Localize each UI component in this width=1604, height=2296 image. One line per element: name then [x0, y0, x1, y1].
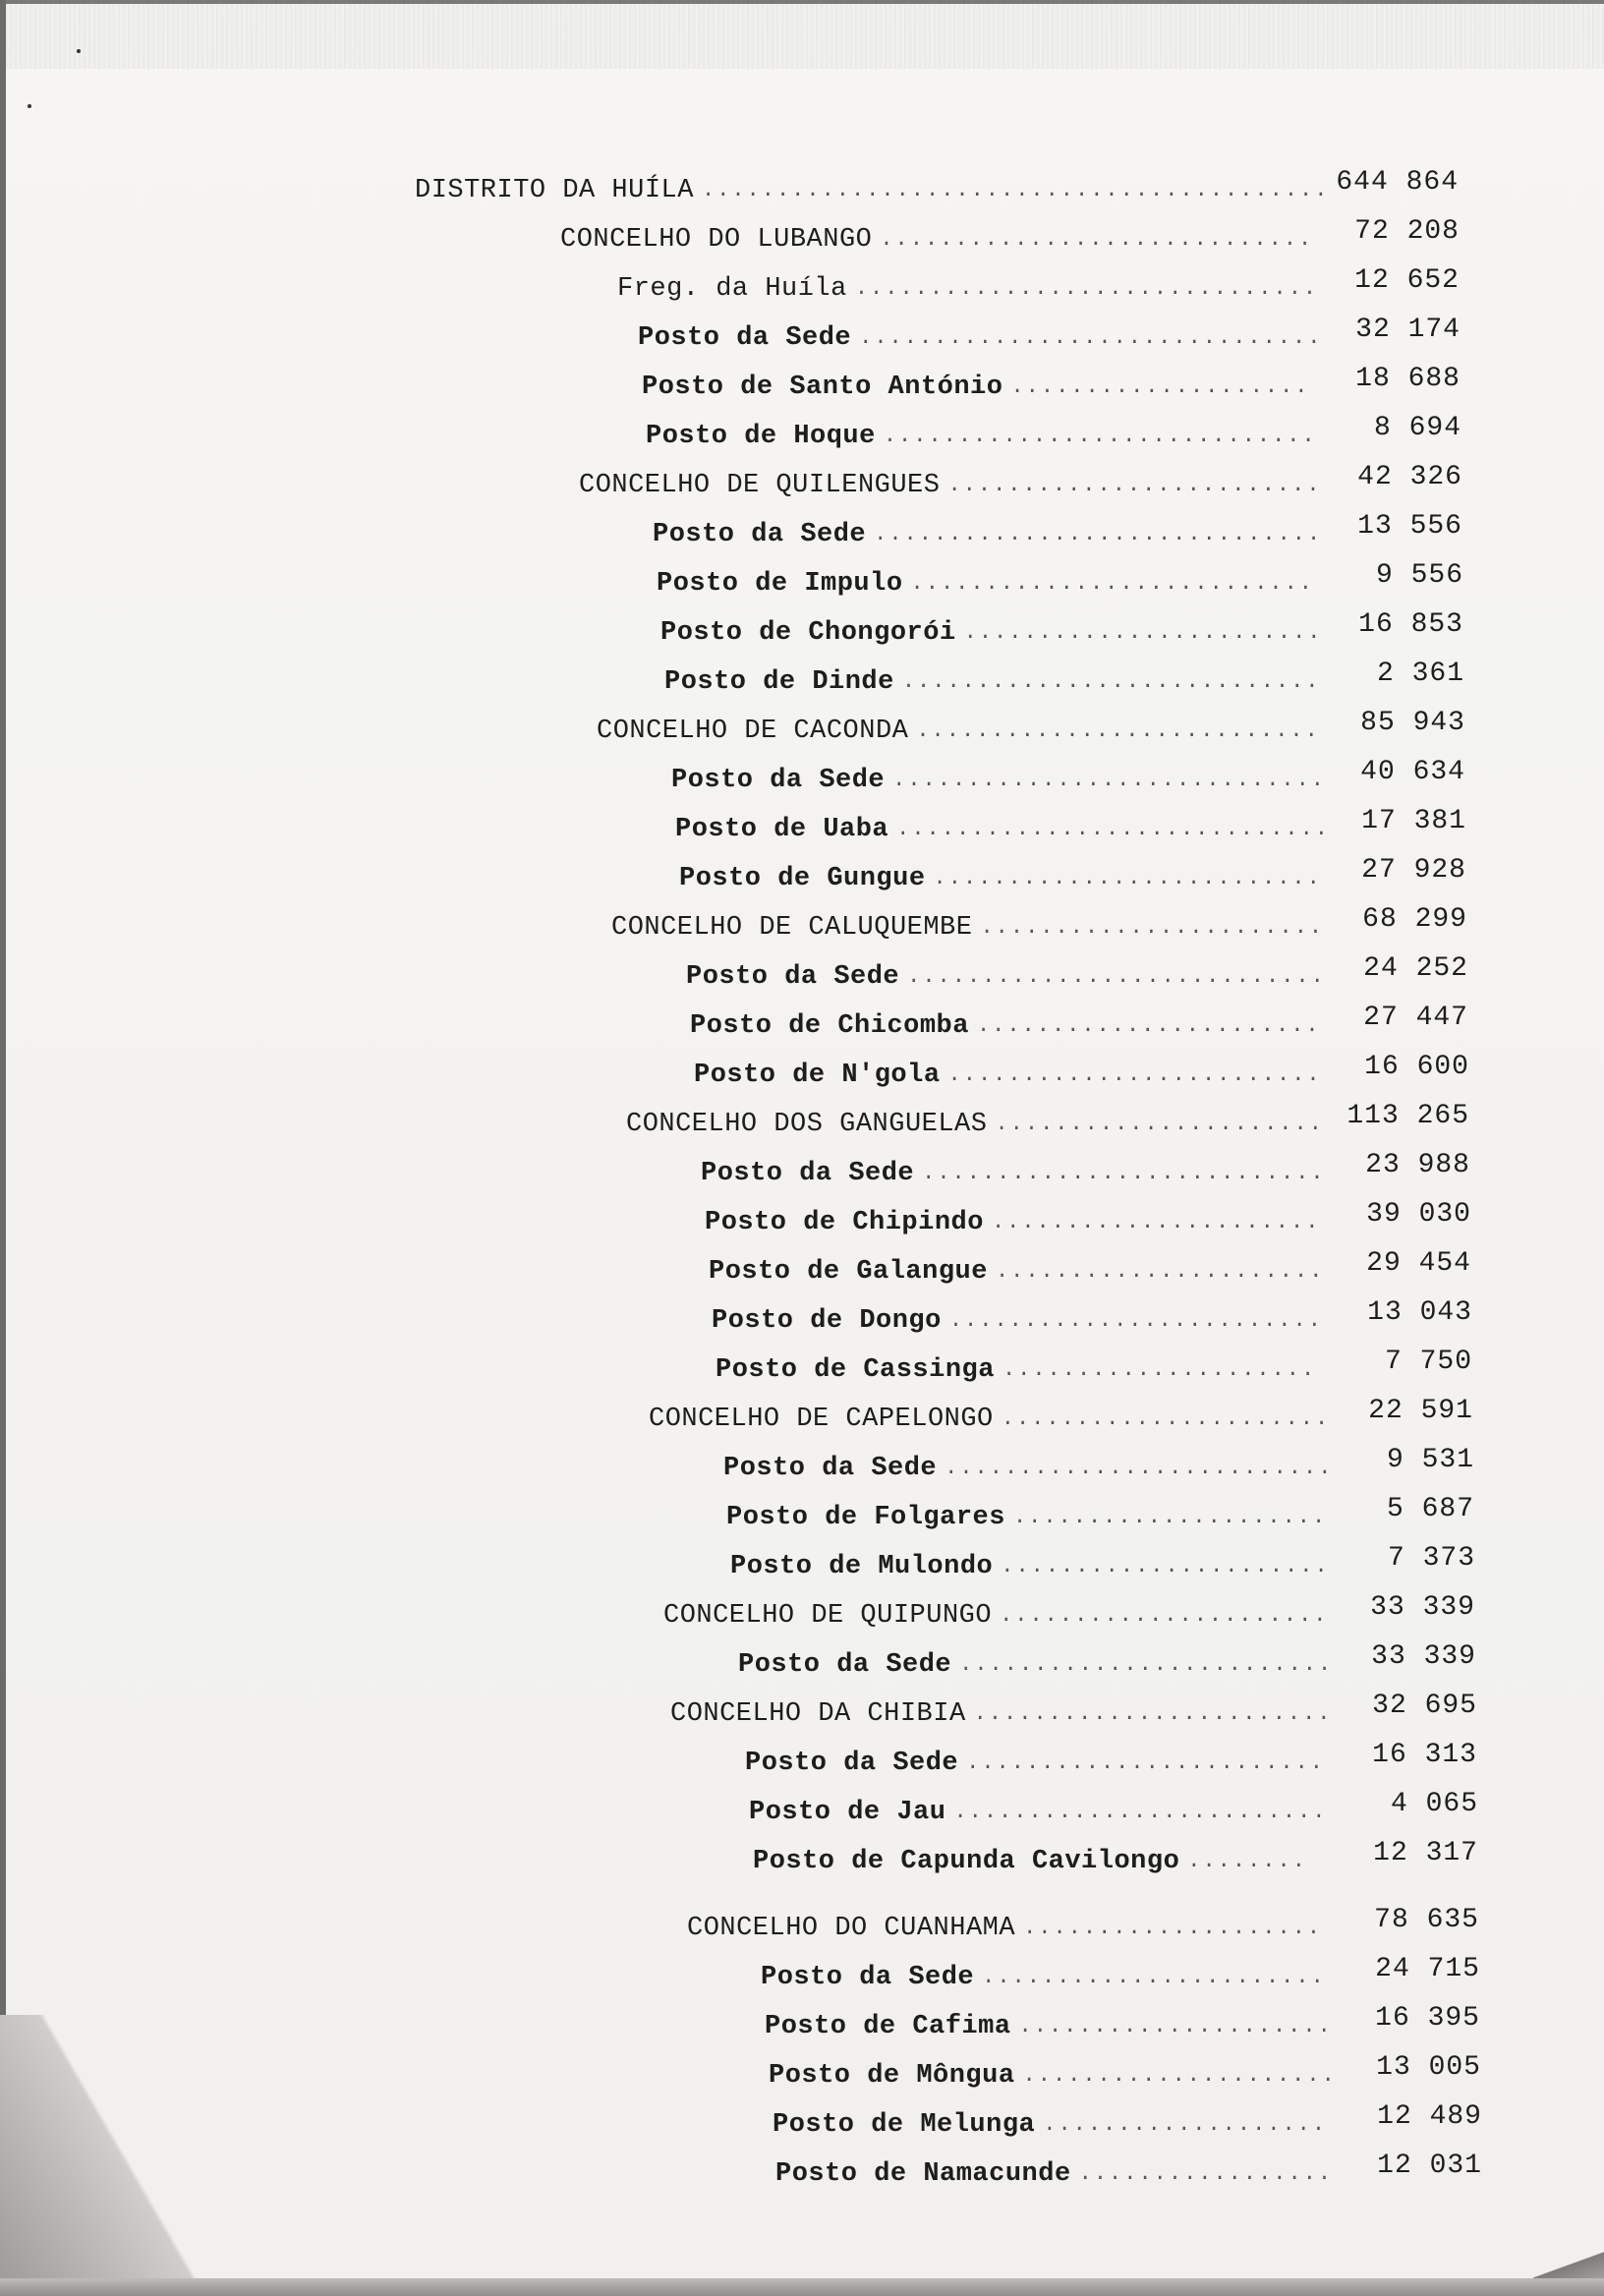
entry-label: Posto de Môngua	[769, 2061, 1015, 2091]
entry-label: Posto da Sede	[653, 520, 867, 549]
entry-value: 72 208	[1354, 216, 1460, 247]
entry-row	[679, 859, 1322, 898]
entry-label: CONCELHO DE CAPELONGO	[649, 1405, 994, 1434]
entry-value: 29 454	[1366, 1248, 1471, 1279]
entry-row	[670, 1694, 1333, 1734]
entry-label: Posto da Sede	[671, 766, 886, 795]
entry-value: 42 326	[1357, 462, 1462, 492]
leader-dots: .............................	[880, 227, 1314, 252]
entry-row	[765, 2007, 1333, 2046]
entry-row	[686, 957, 1326, 997]
entry-row	[626, 1105, 1324, 1144]
leader-dots: ..........................	[933, 866, 1322, 890]
entry-label: CONCELHO DO LUBANGO	[560, 225, 873, 255]
entry-value: 33 339	[1371, 1641, 1476, 1672]
entry-value: 12 317	[1373, 1838, 1478, 1868]
leader-dots: ....................	[1023, 1916, 1323, 1940]
entry-row	[653, 515, 1322, 554]
entry-row	[687, 1909, 1322, 1948]
entry-label: Posto de Mulondo	[730, 1552, 994, 1581]
leader-dots: .......................	[980, 915, 1325, 940]
entry-value: 33 339	[1370, 1592, 1475, 1623]
entry-value: 7 750	[1384, 1347, 1472, 1377]
entry-value: 13 556	[1357, 511, 1462, 542]
entry-value: 8 694	[1373, 413, 1461, 443]
entry-row	[709, 1252, 1324, 1292]
leader-dots: ............................	[901, 669, 1321, 694]
entry-label: Posto da Sede	[738, 1650, 952, 1680]
entry-value: 17 381	[1361, 806, 1466, 836]
entry-row	[745, 1744, 1325, 1783]
leader-dots: ........	[1187, 1849, 1307, 1873]
entry-label: Posto de Uaba	[675, 815, 889, 844]
entry-row	[730, 1547, 1330, 1586]
leader-dots: .......................	[982, 1965, 1326, 1989]
entry-label: Posto de Melunga	[773, 2110, 1036, 2140]
entry-value: 9 531	[1386, 1445, 1474, 1475]
leader-dots: ...........................	[910, 571, 1315, 596]
leader-dots: ........................	[966, 1751, 1325, 1775]
entry-label: Posto de Dongo	[712, 1306, 942, 1336]
entry-label: Freg. da Huíla	[617, 274, 847, 304]
leader-dots: ..........................	[945, 1456, 1334, 1480]
entry-label: CONCELHO DE QUIPUNGO	[663, 1601, 993, 1631]
leader-dots: ......................	[991, 1210, 1321, 1234]
entry-value: 16 600	[1364, 1052, 1469, 1082]
entry-row	[657, 564, 1314, 603]
leader-dots: ...........................	[922, 1161, 1326, 1185]
leader-dots: ......................	[995, 1259, 1325, 1284]
entry-value: 32 174	[1355, 315, 1461, 345]
entry-label: Posto de Santo António	[642, 373, 1003, 402]
entry-value: 13 005	[1376, 2052, 1481, 2083]
entry-row	[705, 1203, 1320, 1242]
entry-label: CONCELHO DA CHIBIA	[670, 1699, 966, 1729]
entry-row	[579, 466, 1322, 505]
entry-row	[663, 1596, 1329, 1636]
entry-value: 644 864	[1336, 167, 1459, 198]
leader-dots: .....................	[1012, 1505, 1328, 1529]
entry-label: Posto da Sede	[686, 962, 900, 992]
leader-dots: .................	[1078, 2161, 1334, 2186]
entry-row	[723, 1449, 1333, 1488]
entry-value: 85 943	[1360, 708, 1465, 738]
leader-dots: ...............................	[854, 276, 1319, 301]
entry-row	[773, 2105, 1327, 2145]
entry-row	[753, 1842, 1307, 1881]
entry-value: 12 031	[1377, 2151, 1482, 2181]
entry-label: CONCELHO DO CUANHAMA	[687, 1914, 1016, 1943]
leader-dots: .............................	[883, 424, 1317, 448]
entry-label: DISTRITO DA HUÍLA	[415, 176, 694, 205]
entry-label: Posto de N'gola	[694, 1061, 941, 1090]
entry-label: CONCELHO DE QUILENGUES	[579, 471, 941, 500]
entry-value: 24 252	[1363, 953, 1468, 984]
entry-row	[726, 1498, 1327, 1537]
entry-row	[617, 269, 1318, 309]
entry-row	[664, 662, 1321, 702]
entry-label: Posto da Sede	[638, 323, 852, 353]
entry-value: 16 313	[1372, 1740, 1477, 1770]
entry-row	[597, 712, 1320, 751]
leader-dots: .........................	[948, 1308, 1323, 1333]
entry-row	[690, 1006, 1321, 1046]
leader-dots: ......................	[995, 1112, 1324, 1136]
leader-dots: .......................	[976, 1013, 1321, 1038]
entry-label: Posto de Chipindo	[705, 1208, 984, 1237]
leader-dots: .........................	[953, 1800, 1328, 1824]
entry-value: 22 591	[1368, 1396, 1473, 1426]
entry-label: Posto de Galangue	[709, 1257, 988, 1287]
leader-dots: ......................	[1000, 1603, 1329, 1628]
entry-value: 12 652	[1354, 265, 1460, 296]
entry-value: 2 361	[1376, 659, 1464, 689]
leader-dots: .....................	[1022, 2063, 1337, 2088]
entry-value: 5 687	[1386, 1494, 1474, 1524]
entry-row	[415, 171, 1329, 210]
entry-value: 27 928	[1361, 855, 1466, 886]
leader-dots: ...............................	[859, 325, 1323, 350]
entry-row	[738, 1645, 1333, 1685]
entry-row	[716, 1350, 1316, 1390]
entry-value: 16 853	[1358, 609, 1463, 640]
entry-value: 12 489	[1377, 2101, 1482, 2132]
entry-value: 40 634	[1360, 757, 1465, 787]
entry-label: Posto de Folgares	[726, 1503, 1005, 1532]
leader-dots: ...........................	[916, 718, 1320, 743]
entry-label: Posto de Dinde	[664, 667, 894, 697]
entry-label: CONCELHO DE CALUQUEMBE	[611, 913, 973, 943]
leader-dots: ..........................................	[701, 178, 1330, 202]
entry-row	[638, 318, 1322, 358]
entry-row	[560, 220, 1313, 259]
leader-dots: ..............................	[874, 522, 1323, 546]
entry-row	[675, 810, 1330, 849]
entry-label: Posto de Jau	[749, 1798, 946, 1827]
leader-dots: ........................	[963, 620, 1323, 645]
entry-value: 27 447	[1363, 1003, 1468, 1033]
entry-label: Posto da Sede	[761, 1963, 975, 1992]
entry-value: 23 988	[1365, 1150, 1470, 1180]
leader-dots: .....................	[1018, 2014, 1333, 2038]
entry-row	[660, 613, 1323, 653]
entry-row	[769, 2056, 1337, 2095]
leader-dots: .............................	[896, 817, 1331, 841]
leader-dots: ............................	[907, 964, 1326, 989]
entry-label: Posto da Sede	[745, 1749, 959, 1778]
entry-row	[646, 417, 1317, 456]
leader-dots: .........................	[947, 473, 1322, 497]
entry-label: Posto da Sede	[701, 1159, 915, 1188]
entry-value: 32 695	[1372, 1691, 1477, 1721]
entry-value: 68 299	[1362, 904, 1467, 935]
entry-value: 39 030	[1366, 1199, 1471, 1230]
entry-value: 16 395	[1375, 2003, 1480, 2034]
entry-value: 78 635	[1374, 1905, 1479, 1935]
entry-row	[671, 761, 1326, 800]
entry-label: CONCELHO DOS GANGUELAS	[626, 1110, 988, 1139]
entry-row	[761, 1958, 1326, 1997]
entry-label: Posto de Namacunde	[775, 2159, 1071, 2189]
leader-dots: .........................	[947, 1062, 1322, 1087]
leader-dots: ......................	[1001, 1406, 1331, 1431]
entry-row	[611, 908, 1324, 947]
entry-row	[694, 1056, 1322, 1095]
leader-dots: .....................	[1002, 1357, 1317, 1382]
entry-label: Posto de Gungue	[679, 864, 926, 893]
entry-value: 24 715	[1375, 1954, 1480, 1984]
entry-value: 9 556	[1375, 560, 1463, 591]
entry-row	[749, 1793, 1328, 1832]
entry-value: 4 065	[1390, 1789, 1478, 1819]
entry-label: Posto de Chicomba	[690, 1011, 969, 1041]
entry-label: Posto de Cafima	[765, 2012, 1011, 2041]
entry-row	[712, 1301, 1323, 1341]
leader-dots: ...................	[1043, 2112, 1328, 2137]
entry-label: Posto de Capunda Cavilongo	[753, 1847, 1180, 1876]
leader-dots: ........................	[973, 1701, 1333, 1726]
entry-row	[701, 1154, 1326, 1193]
entry-label: Posto de Cassinga	[716, 1355, 995, 1385]
entry-label: Posto de Chongorói	[660, 618, 956, 648]
entry-label: Posto de Hoque	[646, 422, 876, 451]
entry-row	[775, 2154, 1333, 2194]
entry-row	[642, 368, 1310, 407]
entry-value: 7 373	[1387, 1543, 1475, 1574]
leader-dots: ......................	[1001, 1554, 1330, 1578]
leader-dots: ....................	[1010, 374, 1310, 399]
entry-value: 113 265	[1346, 1101, 1469, 1131]
entry-label: Posto da Sede	[723, 1454, 938, 1483]
entry-row	[649, 1400, 1330, 1439]
entry-label: CONCELHO DE CACONDA	[597, 717, 909, 746]
leader-dots: .........................	[959, 1652, 1334, 1677]
entry-value: 18 688	[1355, 364, 1461, 394]
entry-value: 13 043	[1367, 1297, 1472, 1328]
leader-dots: .............................	[892, 768, 1327, 792]
entry-label: Posto de Impulo	[657, 569, 903, 599]
